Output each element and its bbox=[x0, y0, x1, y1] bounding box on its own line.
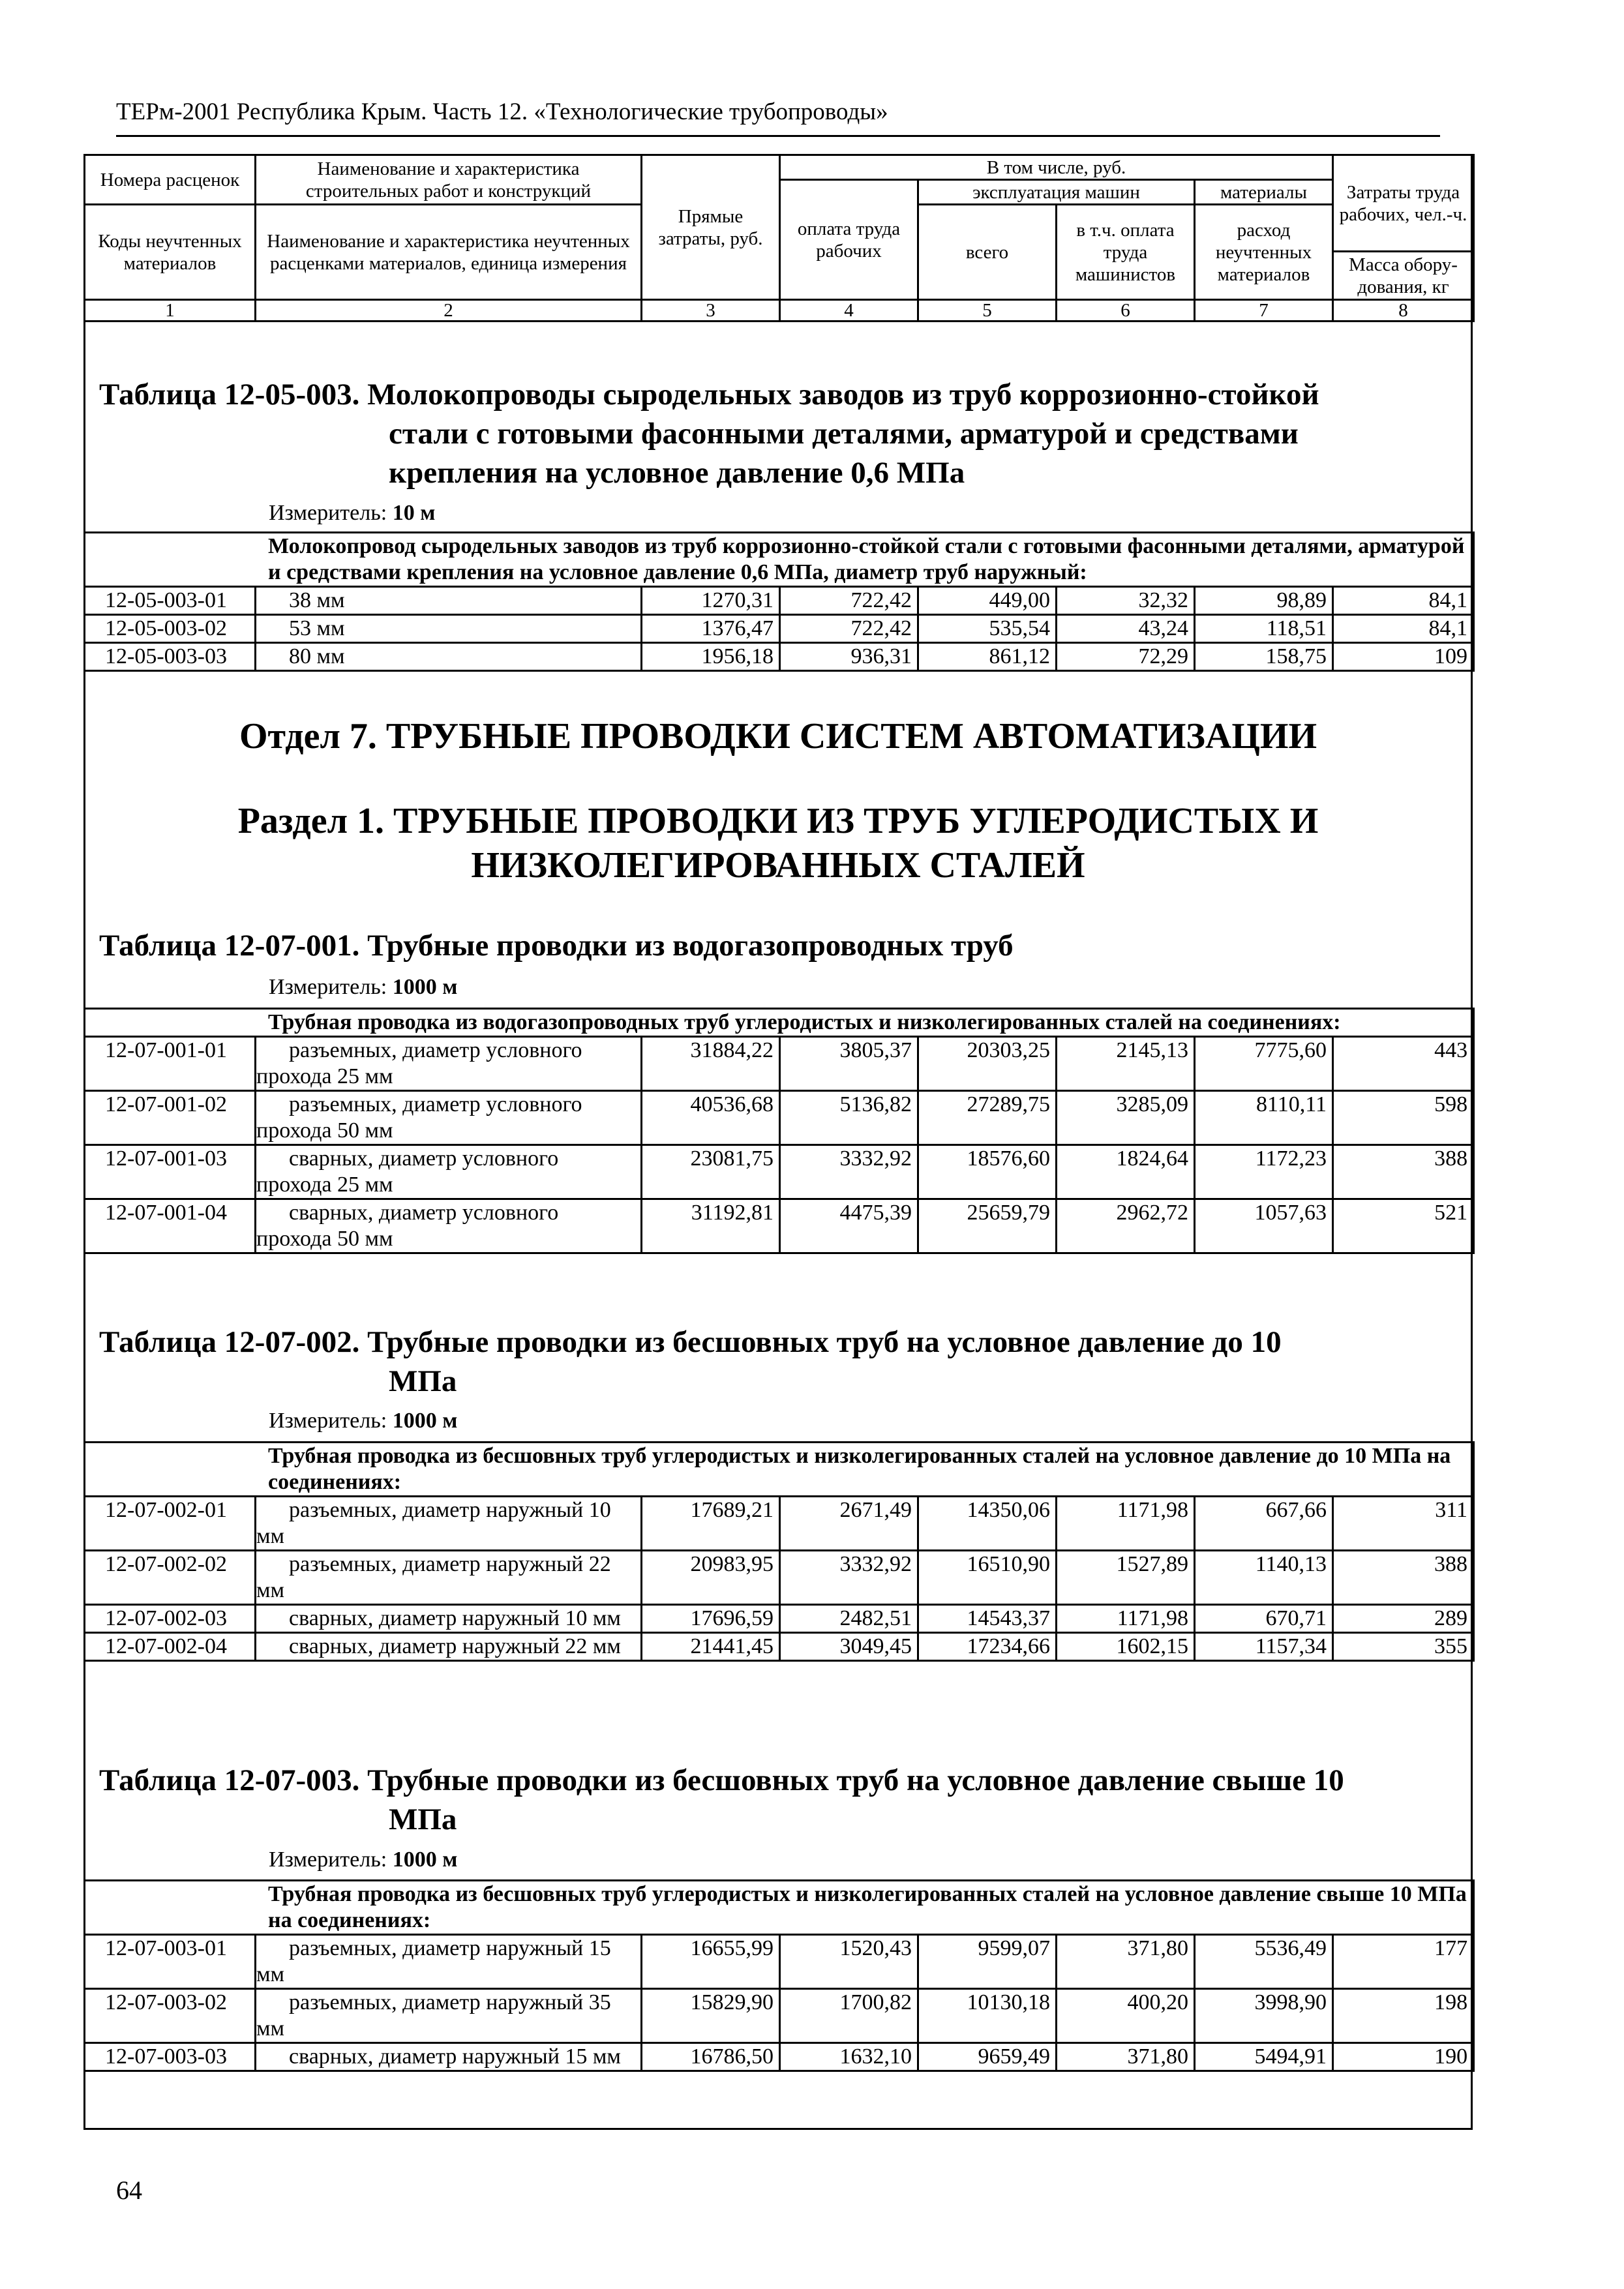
table-row bbox=[85, 1091, 1474, 1145]
cell-value: 388 bbox=[1333, 1551, 1474, 1605]
cell-value: 1171,98 bbox=[1057, 1605, 1195, 1633]
cell-value: 5536,49 bbox=[1195, 1935, 1333, 1989]
rate-code: 12-07-002-04 bbox=[85, 1633, 256, 1661]
cell-value: 1171,98 bbox=[1057, 1497, 1195, 1551]
measure-unit bbox=[269, 1409, 457, 1433]
col-number: 5 bbox=[918, 300, 1057, 322]
rate-table bbox=[83, 1008, 1475, 1254]
col-header-equipment-mass: Масса обору-дования, кг bbox=[1333, 252, 1474, 300]
table-row bbox=[85, 643, 1474, 671]
cell-value: 84,1 bbox=[1333, 587, 1474, 615]
table-row bbox=[85, 1145, 1474, 1199]
table-row bbox=[85, 1633, 1474, 1661]
cell-value: 21441,45 bbox=[642, 1633, 780, 1661]
rate-code: 12-07-002-02 bbox=[85, 1551, 256, 1605]
cell-value: 3998,90 bbox=[1195, 1989, 1333, 2043]
cell-value: 177 bbox=[1333, 1935, 1474, 1989]
cell-value: 371,80 bbox=[1057, 2043, 1195, 2071]
page-header: ТЕРм-2001 Республика Крым. Часть 12. «Технологические трубопроводы» bbox=[116, 98, 1440, 137]
cell-value: 667,66 bbox=[1195, 1497, 1333, 1551]
cell-value: 20983,95 bbox=[642, 1551, 780, 1605]
cell-value: 20303,25 bbox=[918, 1037, 1057, 1091]
table-title-line: Таблица 12-07-003. Трубные проводки из бесшовных труб на условное давление свыше 10 bbox=[99, 1763, 1344, 1797]
col-number: 6 bbox=[1057, 300, 1195, 322]
table-title-line: Таблица 12-07-002. Трубные проводки из бесшовных труб на условное давление до 10 bbox=[99, 1325, 1282, 1359]
cell-value: 355 bbox=[1333, 1633, 1474, 1661]
section-title-razdel bbox=[83, 799, 1473, 888]
table-row bbox=[85, 1497, 1474, 1551]
rate-code: 12-07-002-01 bbox=[85, 1497, 256, 1551]
col-number: 3 bbox=[642, 300, 780, 322]
cell-value: 598 bbox=[1333, 1091, 1474, 1145]
table-row bbox=[85, 2043, 1474, 2071]
cell-value: 3049,45 bbox=[780, 1633, 918, 1661]
col-header-unaccounted-materials: расход неучтенных материалов bbox=[1195, 205, 1333, 300]
cell-value: 443 bbox=[1333, 1037, 1474, 1091]
section-title-line: Раздел 1. ТРУБНЫЕ ПРОВОДКИ ИЗ ТРУБ УГЛЕРОДИСТЫХ И bbox=[237, 801, 1319, 841]
cell-value: 1700,82 bbox=[780, 1989, 918, 2043]
rate-code: 12-07-001-04 bbox=[85, 1199, 256, 1253]
cell-value: 40536,68 bbox=[642, 1091, 780, 1145]
cell-value: 16510,90 bbox=[918, 1551, 1057, 1605]
col-header-including: В том числе, руб. bbox=[780, 155, 1333, 180]
cell-value: 2962,72 bbox=[1057, 1199, 1195, 1253]
rate-code: 12-07-001-03 bbox=[85, 1145, 256, 1199]
cell-value: 1632,10 bbox=[780, 2043, 918, 2071]
cell-value: 198 bbox=[1333, 1989, 1474, 2043]
cell-value: 1157,34 bbox=[1195, 1633, 1333, 1661]
col-header-rate-numbers: Номера расценок bbox=[85, 155, 256, 205]
rate-name: разъемных, диаметр наружный 22 мм bbox=[256, 1551, 642, 1605]
cell-value: 1602,15 bbox=[1057, 1633, 1195, 1661]
measure-value: 1000 м bbox=[392, 1848, 458, 1872]
table-title bbox=[99, 1323, 1282, 1401]
rate-name: разъемных, диаметр наружный 35 мм bbox=[256, 1989, 642, 2043]
table-row bbox=[85, 1551, 1474, 1605]
table-title bbox=[99, 375, 1319, 492]
cell-value: 722,42 bbox=[780, 587, 918, 615]
col-number: 2 bbox=[256, 300, 642, 322]
measure-label: Измеритель: bbox=[269, 501, 393, 525]
cell-value: 3332,92 bbox=[780, 1551, 918, 1605]
rate-name: сварных, диаметр наружный 15 мм bbox=[256, 2043, 642, 2071]
table-row bbox=[85, 1989, 1474, 2043]
cell-value: 5136,82 bbox=[780, 1091, 918, 1145]
col-header-work-name: Наименование и характеристика строительных работ и конструкций bbox=[256, 155, 642, 205]
measure-unit bbox=[269, 1848, 457, 1872]
rate-table bbox=[83, 531, 1475, 672]
table-row bbox=[85, 1935, 1474, 1989]
rate-code: 12-07-003-01 bbox=[85, 1935, 256, 1989]
column-header-table bbox=[83, 154, 1475, 322]
table-row bbox=[85, 615, 1474, 643]
cell-value: 14350,06 bbox=[918, 1497, 1057, 1551]
rate-code: 12-05-003-02 bbox=[85, 615, 256, 643]
cell-value: 31884,22 bbox=[642, 1037, 780, 1091]
cell-value: 17696,59 bbox=[642, 1605, 780, 1633]
cell-value: 1824,64 bbox=[1057, 1145, 1195, 1199]
cell-value: 16786,50 bbox=[642, 2043, 780, 2071]
group-header: Молокопровод сыродельных заводов из труб коррозионно-стойкой стали с готовыми фасонными деталями, арматурой и средствами крепления на условное давление 0,6 МПа, диаметр труб наружный: bbox=[85, 533, 1474, 587]
col-header-direct-costs: Прямые затраты, руб. bbox=[642, 155, 780, 300]
cell-value: 1140,13 bbox=[1195, 1551, 1333, 1605]
rate-code: 12-07-003-03 bbox=[85, 2043, 256, 2071]
cell-value: 32,32 bbox=[1057, 587, 1195, 615]
cell-value: 289 bbox=[1333, 1605, 1474, 1633]
table-row bbox=[85, 1037, 1474, 1091]
col-number: 1 bbox=[85, 300, 256, 322]
group-header: Трубная проводка из бесшовных труб углеродистых и низколегированных сталей на условное давление свыше 10 МПа на соединениях: bbox=[85, 1881, 1474, 1935]
col-number: 4 bbox=[780, 300, 918, 322]
rate-code: 12-07-001-01 bbox=[85, 1037, 256, 1091]
rate-name: сварных, диаметр условного прохода 25 мм bbox=[256, 1145, 642, 1199]
measure-unit bbox=[269, 975, 457, 1000]
col-number: 8 bbox=[1333, 300, 1474, 322]
cell-value: 17234,66 bbox=[918, 1633, 1057, 1661]
cell-value: 3332,92 bbox=[780, 1145, 918, 1199]
section-title-line: НИЗКОЛЕГИРОВАННЫХ СТАЛЕЙ bbox=[471, 845, 1085, 886]
rate-name: разъемных, диаметр наружный 10 мм bbox=[256, 1497, 642, 1551]
cell-value: 23081,75 bbox=[642, 1145, 780, 1199]
cell-value: 31192,81 bbox=[642, 1199, 780, 1253]
col-header-materials: материалы bbox=[1195, 180, 1333, 205]
cell-value: 158,75 bbox=[1195, 643, 1333, 671]
rate-name: сварных, диаметр условного прохода 50 мм bbox=[256, 1199, 642, 1253]
cell-value: 1956,18 bbox=[642, 643, 780, 671]
col-header-machines-total: всего bbox=[918, 205, 1057, 300]
rate-name: разъемных, диаметр наружный 15 мм bbox=[256, 1935, 642, 1989]
rate-table bbox=[83, 1879, 1475, 2072]
measure-label: Измеритель: bbox=[269, 1409, 393, 1433]
cell-value: 118,51 bbox=[1195, 615, 1333, 643]
table-row bbox=[85, 1199, 1474, 1253]
measure-unit bbox=[269, 501, 435, 526]
cell-value: 15829,90 bbox=[642, 1989, 780, 2043]
col-header-material-names: Наименование и характеристика неучтенных расценками материалов, единица измерения bbox=[256, 205, 642, 300]
cell-value: 2145,13 bbox=[1057, 1037, 1195, 1091]
cell-value: 311 bbox=[1333, 1497, 1474, 1551]
rate-name: 53 мм bbox=[256, 615, 642, 643]
table-title bbox=[99, 926, 1014, 965]
cell-value: 8110,11 bbox=[1195, 1091, 1333, 1145]
cell-value: 1527,89 bbox=[1057, 1551, 1195, 1605]
rate-name: сварных, диаметр наружный 22 мм bbox=[256, 1633, 642, 1661]
cell-value: 109 bbox=[1333, 643, 1474, 671]
cell-value: 371,80 bbox=[1057, 1935, 1195, 1989]
col-number: 7 bbox=[1195, 300, 1333, 322]
cell-value: 535,54 bbox=[918, 615, 1057, 643]
rate-name: разъемных, диаметр условного прохода 50 мм bbox=[256, 1091, 642, 1145]
table-row bbox=[85, 1605, 1474, 1633]
cell-value: 722,42 bbox=[780, 615, 918, 643]
cell-value: 84,1 bbox=[1333, 615, 1474, 643]
rate-table bbox=[83, 1441, 1475, 1662]
cell-value: 5494,91 bbox=[1195, 2043, 1333, 2071]
rate-name: 80 мм bbox=[256, 643, 642, 671]
cell-value: 388 bbox=[1333, 1145, 1474, 1199]
col-header-wages: оплата труда рабочих bbox=[780, 180, 918, 300]
cell-value: 18576,60 bbox=[918, 1145, 1057, 1199]
table-title-line: Таблица 12-05-003. Молокопроводы сыродельных заводов из труб коррозионно-стойкой bbox=[99, 378, 1319, 411]
table-title-line: МПа bbox=[389, 1803, 457, 1836]
rate-code: 12-05-003-03 bbox=[85, 643, 256, 671]
cell-value: 16655,99 bbox=[642, 1935, 780, 1989]
rate-code: 12-07-003-02 bbox=[85, 1989, 256, 2043]
measure-value: 1000 м bbox=[392, 1409, 458, 1433]
table-row bbox=[85, 587, 1474, 615]
group-header: Трубная проводка из водогазопроводных труб углеродистых и низколегированных сталей на соединениях: bbox=[85, 1009, 1474, 1037]
measure-value: 1000 м bbox=[392, 975, 458, 999]
col-header-labor: Затраты труда рабочих, чел.-ч. bbox=[1333, 155, 1474, 252]
measure-label: Измеритель: bbox=[269, 975, 393, 999]
table-title-line: стали с готовыми фасонными деталями, арматурой и средствами bbox=[389, 417, 1299, 451]
cell-value: 7775,60 bbox=[1195, 1037, 1333, 1091]
cell-value: 14543,37 bbox=[918, 1605, 1057, 1633]
cell-value: 1270,31 bbox=[642, 587, 780, 615]
cell-value: 3285,09 bbox=[1057, 1091, 1195, 1145]
cell-value: 2482,51 bbox=[780, 1605, 918, 1633]
cell-value: 1520,43 bbox=[780, 1935, 918, 1989]
measure-value: 10 м bbox=[392, 501, 436, 525]
cell-value: 9659,49 bbox=[918, 2043, 1057, 2071]
cell-value: 521 bbox=[1333, 1199, 1474, 1253]
rate-name: сварных, диаметр наружный 10 мм bbox=[256, 1605, 642, 1633]
cell-value: 861,12 bbox=[918, 643, 1057, 671]
table-title bbox=[99, 1761, 1344, 1839]
section-title-otdel: Отдел 7. ТРУБНЫЕ ПРОВОДКИ СИСТЕМ АВТОМАТИЗАЦИИ bbox=[239, 716, 1317, 756]
cell-value: 98,89 bbox=[1195, 587, 1333, 615]
rate-code: 12-07-002-03 bbox=[85, 1605, 256, 1633]
cell-value: 1376,47 bbox=[642, 615, 780, 643]
rate-name: разъемных, диаметр условного прохода 25 мм bbox=[256, 1037, 642, 1091]
cell-value: 670,71 bbox=[1195, 1605, 1333, 1633]
col-header-operator-wages: в т.ч. оплата труда машинистов bbox=[1057, 205, 1195, 300]
cell-value: 43,24 bbox=[1057, 615, 1195, 643]
rate-name: 38 мм bbox=[256, 587, 642, 615]
col-header-material-codes: Коды неучтенных материалов bbox=[85, 205, 256, 300]
cell-value: 449,00 bbox=[918, 587, 1057, 615]
table-title-line: Таблица 12-07-001. Трубные проводки из водогазопроводных труб bbox=[99, 929, 1014, 963]
cell-value: 2671,49 bbox=[780, 1497, 918, 1551]
cell-value: 3805,37 bbox=[780, 1037, 918, 1091]
cell-value: 4475,39 bbox=[780, 1199, 918, 1253]
cell-value: 17689,21 bbox=[642, 1497, 780, 1551]
cell-value: 72,29 bbox=[1057, 643, 1195, 671]
measure-label: Измеритель: bbox=[269, 1848, 393, 1872]
rate-code: 12-07-001-02 bbox=[85, 1091, 256, 1145]
cell-value: 400,20 bbox=[1057, 1989, 1195, 2043]
cell-value: 10130,18 bbox=[918, 1989, 1057, 2043]
table-title-line: крепления на условное давление 0,6 МПа bbox=[389, 456, 965, 490]
table-title-line: МПа bbox=[389, 1364, 457, 1398]
cell-value: 25659,79 bbox=[918, 1199, 1057, 1253]
rate-code: 12-05-003-01 bbox=[85, 587, 256, 615]
cell-value: 27289,75 bbox=[918, 1091, 1057, 1145]
cell-value: 190 bbox=[1333, 2043, 1474, 2071]
cell-value: 1057,63 bbox=[1195, 1199, 1333, 1253]
cell-value: 1172,23 bbox=[1195, 1145, 1333, 1199]
group-header: Трубная проводка из бесшовных труб углеродистых и низколегированных сталей на условное давление до 10 МПа на соединениях: bbox=[85, 1443, 1474, 1497]
page-number: 64 bbox=[116, 2176, 142, 2205]
cell-value: 936,31 bbox=[780, 643, 918, 671]
cell-value: 9599,07 bbox=[918, 1935, 1057, 1989]
col-header-machines: эксплуатация машин bbox=[918, 180, 1195, 205]
